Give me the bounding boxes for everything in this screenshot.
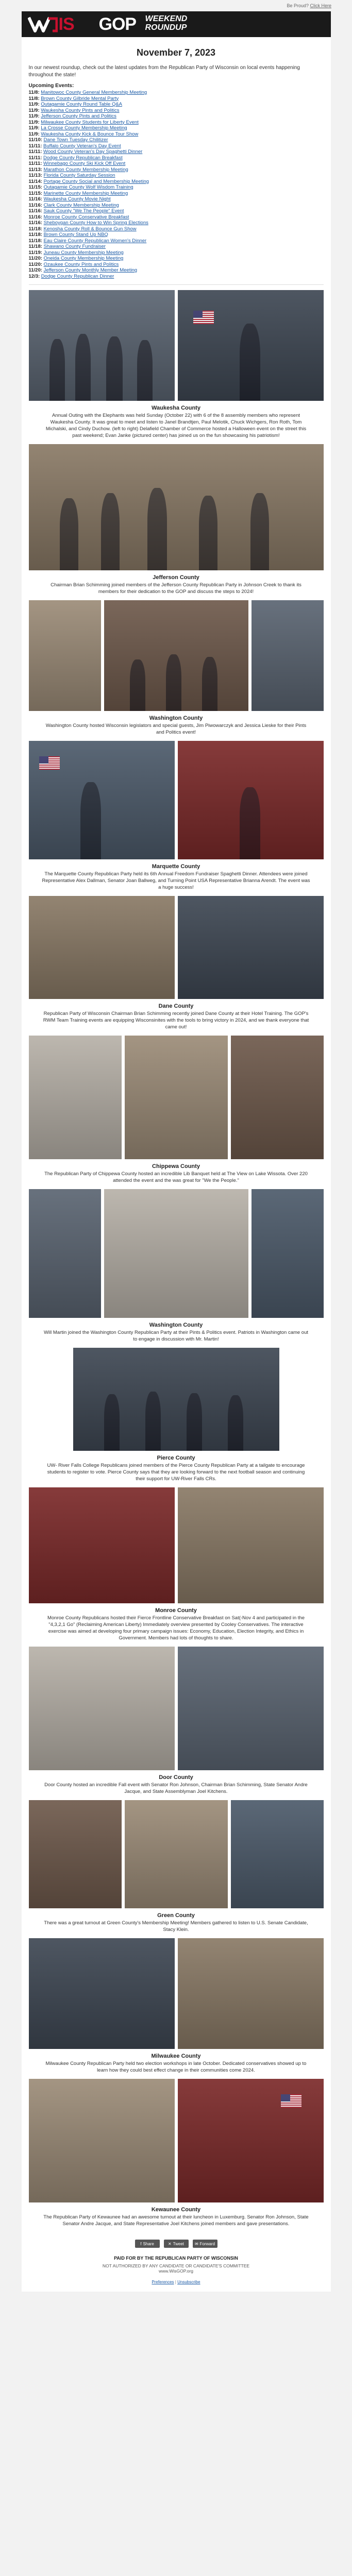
event-photo xyxy=(252,1189,324,1318)
photo-row xyxy=(22,1647,331,1770)
event-photo xyxy=(29,1189,101,1318)
event-link[interactable]: Waukesha County Kick & Bounce Tour Show xyxy=(41,131,139,137)
event-link[interactable]: Florida County Saturday Session xyxy=(43,173,115,178)
event-photo xyxy=(29,1647,175,1770)
event-date: 11/11: xyxy=(28,149,42,155)
event-date: 11/16: xyxy=(28,202,42,208)
event-item xyxy=(29,155,324,161)
event-link[interactable]: Dodge County Republican Breakfast xyxy=(43,155,123,161)
top-note-text: Be Proud? xyxy=(287,3,309,8)
event-link[interactable]: Clark County Membership Meeting xyxy=(43,202,119,208)
event-photo xyxy=(178,1938,324,2049)
upcoming-events-list xyxy=(22,90,331,279)
photo-row xyxy=(22,1800,331,1908)
share-button[interactable] xyxy=(135,2240,160,2248)
event-date: 11/11: xyxy=(28,143,42,149)
event-date: 11/18: xyxy=(28,226,42,232)
upcoming-events-title: Upcoming Events: xyxy=(28,83,74,89)
event-photo xyxy=(29,2079,175,2202)
event-date: 11/16: xyxy=(28,208,42,214)
event-item xyxy=(29,220,324,226)
event-date: 11/15: xyxy=(28,190,42,196)
section-text: Republican Party of Wisconsin Chairman Brian Schimming recently joined Dane County at their Hotel Training. The GOP's RWM Team Training events are equipping Wisconsinites with the tools to bring victory in 2024, and we thank everyone that came out! xyxy=(43,1011,309,1030)
event-item xyxy=(29,143,324,149)
section-text: Door County hosted an incredible Fall event with Senator Ron Johnson, Chairman Brian Schimming, State Senator Andre Jacque, and State Assemblyman Joel Kitchens. xyxy=(44,1782,308,1794)
event-link[interactable]: Kenosha County Roll & Bounce Gun Show xyxy=(43,226,137,232)
section-text: Washington County hosted Wisconsin legislators and special guests, Jim Piwowarczyk and Jessica Lieske for their Pints and Politics event! xyxy=(45,723,307,735)
event-date: 11/10: xyxy=(28,137,42,143)
event-link[interactable]: Manitowoc County General Membership Meeting xyxy=(41,90,147,95)
event-link[interactable]: Buffalo County Veteran's Day Event xyxy=(43,143,121,149)
event-item xyxy=(29,184,324,191)
event-item xyxy=(29,226,324,232)
event-date: 11/13: xyxy=(28,166,42,173)
event-date: 11/8: xyxy=(28,95,40,101)
event-date: 11/9: xyxy=(28,107,40,113)
intro-text: In our newest roundup, check out the latest updates from the Republican Party of Wisconsin on local events happening throughout the state! xyxy=(28,65,300,78)
event-link[interactable]: Eau Claire County Republican Women's Dinner xyxy=(43,238,147,244)
event-photo xyxy=(29,741,175,859)
event-photo xyxy=(29,444,324,570)
section-text: The Republican Party of Chippewa County hosted an incredible Lib Banquet held at The View on Lake Wissota. Over 220 attended the event and the was great for "We the People." xyxy=(44,1171,308,1183)
event-item xyxy=(29,214,324,221)
event-item xyxy=(29,256,324,262)
section-title: Green County xyxy=(157,1912,195,1919)
section-text: Chairman Brian Schimming joined members of the Jefferson County Republican Party in Johnson Creek to thank its members for their dedication to the GOP and discuss the steps to 2024! xyxy=(51,582,301,595)
event-link[interactable]: Wood County Veteran's Day Spaghetti Dinner xyxy=(43,149,143,155)
paid-for-notice: PAID FOR BY THE REPUBLICAN PARTY OF WISCONSIN xyxy=(114,2256,238,2261)
event-link[interactable]: Brown County Stand Up NBQ xyxy=(43,232,108,238)
brand-gop: GOP xyxy=(98,14,137,34)
photo-row xyxy=(22,600,331,711)
event-link[interactable]: Oneida County Membership Meeting xyxy=(43,256,124,261)
photo-row xyxy=(22,741,331,859)
event-photo xyxy=(29,896,175,999)
section-text: There was a great turnout at Green County's Membership Meeting! Members gathered to listen to U.S. Senate Candidate, Stacy Klein. xyxy=(44,1920,308,1933)
event-date: 11/18: xyxy=(28,244,42,249)
photo-row xyxy=(22,1348,331,1451)
tweet-icon: ✕ xyxy=(167,2241,172,2246)
event-item xyxy=(29,202,324,209)
event-photo xyxy=(178,1647,324,1770)
section-title: Monroe County xyxy=(155,1607,197,1614)
event-item xyxy=(29,274,324,280)
brand-roundup: ROUNDUP xyxy=(145,23,187,32)
share-label: Share xyxy=(143,2241,154,2246)
event-link[interactable]: Marathon County Membership Meeting xyxy=(43,166,128,173)
event-photo xyxy=(178,741,324,859)
newsletter-date: November 7, 2023 xyxy=(136,47,216,58)
section-text: Milwaukee County Republican Party held two election workshops in late October. Dedicated conservatives showed up to learn how they could best effect change in their communities come 2024. xyxy=(45,2061,307,2073)
event-item xyxy=(29,262,324,268)
event-link[interactable]: Dodge County Republican Dinner xyxy=(41,273,114,279)
event-photo xyxy=(104,600,248,711)
section-title: Kewaunee County xyxy=(151,2207,201,2213)
event-date: 11/16: xyxy=(28,196,42,202)
event-date: 11/15: xyxy=(28,184,42,190)
not-authorized-text: NOT AUTHORIZED BY ANY CANDIDATE OR CANDIDATE'S COMMITTEE xyxy=(102,2263,250,2268)
photo-row xyxy=(22,2079,331,2202)
event-link[interactable]: Dane Town Tuesday Chilitizer xyxy=(43,137,108,143)
section-title: Door County xyxy=(159,1774,193,1781)
event-date: 11/16: xyxy=(28,214,42,220)
website-text: www.WisGOP.org xyxy=(159,2268,193,2274)
section-title: Marquette County xyxy=(152,863,200,870)
event-item xyxy=(29,113,324,120)
event-photo xyxy=(29,1036,122,1159)
event-item xyxy=(29,120,324,126)
section-title: Pierce County xyxy=(157,1455,195,1461)
section-title: Jefferson County xyxy=(153,574,199,581)
event-photo xyxy=(178,1487,324,1603)
section-text: Monroe County Republicans hosted their Fierce Frontline Conservative Breakfast on Sat(-Nov 4 and participated in the "4,3,2,1 Go" (Reclaiming American Liberty) Immediately overview presented by Cooley Conservatives. The interactive exercise was aimed at developing four primary campaign issues: Economy, Education, Election Integrity, and Ethics in Government. Members had lots of thoughts to share. xyxy=(47,1615,305,1641)
event-link[interactable]: Waukesha County Pints and Politics xyxy=(41,107,120,113)
section-title: Chippewa County xyxy=(152,1163,200,1170)
event-link[interactable]: Jefferson County Pints and Politics xyxy=(41,113,116,119)
event-photo xyxy=(178,896,324,999)
event-link[interactable]: Sauk County "We The People" Event xyxy=(43,208,124,214)
event-date: 11/9: xyxy=(28,113,40,119)
brand-weekend-roundup xyxy=(145,14,188,32)
event-photo xyxy=(29,1487,175,1603)
photo-row xyxy=(22,290,331,401)
preferences-link[interactable]: Preferences xyxy=(152,2280,174,2284)
event-item xyxy=(29,238,324,244)
event-item xyxy=(29,137,324,143)
event-photo xyxy=(104,1189,248,1318)
event-date: 12/3: xyxy=(28,273,40,279)
photo-row xyxy=(22,444,331,570)
event-link[interactable]: La Crosse County Membership Meeting xyxy=(41,125,127,131)
event-photo xyxy=(178,2079,324,2202)
event-link[interactable]: Sheboygan County How to Win Spring Elections xyxy=(43,220,148,226)
event-link[interactable]: Brown County Gilbride Mental Party xyxy=(41,95,119,101)
event-link[interactable]: Outagamie County Round Table Q&A xyxy=(41,101,123,107)
divider xyxy=(29,284,324,285)
photo-row xyxy=(22,1189,331,1318)
forward-label: Forward xyxy=(199,2241,215,2246)
event-photo xyxy=(29,1800,122,1908)
share-icon: f xyxy=(140,2241,142,2246)
section-text: The Republican Party of Kewaunee had an awesome turnout at their luncheon in Luxemburg. Senator Ron Johnson, State Senator Andre Jacque, and State Representative Joel Kitchens joined members and gave presentations. xyxy=(43,2214,309,2227)
event-item xyxy=(29,108,324,114)
event-link[interactable]: Ozaukee County Pints and Politics xyxy=(43,261,119,267)
event-item xyxy=(29,208,324,214)
event-date: 11/11: xyxy=(28,161,42,166)
event-item xyxy=(29,125,324,131)
event-item xyxy=(29,232,324,238)
event-photo xyxy=(29,600,101,711)
event-link[interactable]: Waukesha County Movie Night xyxy=(43,196,111,202)
top-note xyxy=(0,0,352,11)
event-date: 11/16: xyxy=(28,220,42,226)
section-title: Milwaukee County xyxy=(151,2053,201,2059)
event-date: 11/18: xyxy=(28,232,42,238)
not-authorized-notice xyxy=(22,2263,331,2277)
click-here-link[interactable]: Click Here xyxy=(310,3,331,8)
footer-links xyxy=(22,2277,331,2292)
event-item xyxy=(29,244,324,250)
event-date: 11/18: xyxy=(28,238,42,244)
event-item xyxy=(29,250,324,256)
event-photo xyxy=(178,290,324,401)
event-date: 11/14: xyxy=(28,178,42,184)
unsubscribe-link[interactable]: Unsubscribe xyxy=(177,2280,200,2284)
social-buttons xyxy=(22,2232,331,2253)
event-item xyxy=(29,101,324,108)
event-link[interactable]: Portage County Social and Membership Meeting xyxy=(43,178,149,184)
photo-row xyxy=(22,1036,331,1159)
event-date: 11/20: xyxy=(28,261,42,267)
event-date: 11/19: xyxy=(28,249,42,256)
event-link[interactable]: Outagamie County Wolf Wisdom Training xyxy=(43,184,133,190)
event-date: 11/9: xyxy=(28,125,40,131)
event-link[interactable]: Jefferson County Monthly Member Meeting xyxy=(43,267,138,273)
event-date: 11/9: xyxy=(28,119,40,125)
tweet-label: Tweet xyxy=(173,2241,185,2246)
event-date: 11/11: xyxy=(28,155,42,161)
section-title: Waukesha County xyxy=(152,405,200,411)
elephant-logo-icon xyxy=(28,15,58,33)
event-date: 11/9: xyxy=(28,101,40,107)
forward-button[interactable] xyxy=(193,2240,217,2248)
event-photo xyxy=(29,290,175,401)
event-photo xyxy=(252,600,324,711)
event-link[interactable]: Juneau County Membership Meeting xyxy=(43,249,124,256)
event-item xyxy=(29,173,324,179)
event-date: 11/9: xyxy=(28,131,40,137)
event-photo xyxy=(125,1800,228,1908)
event-photo xyxy=(231,1036,324,1159)
photo-row xyxy=(22,1487,331,1603)
event-link[interactable]: Shawano County Fundraiser xyxy=(43,244,106,249)
email-container xyxy=(22,11,331,2292)
event-item xyxy=(29,167,324,173)
event-date: 11/8: xyxy=(28,90,40,95)
event-item xyxy=(29,96,324,102)
event-item xyxy=(29,267,324,274)
event-link[interactable]: Winnebago County Ski Kick Off Event xyxy=(43,161,126,166)
photo-row xyxy=(22,896,331,999)
event-date: 11/13: xyxy=(28,173,42,178)
section-title: Dane County xyxy=(158,1003,194,1009)
section-text: The Marquette County Republican Party held its 6th Annual Freedom Fundraiser Spaghetti Dinner. Attendees were joined Representative Alex Dallman, Senator Joan Ballweg, and Turning Point USA Representative Brianna Arendt. The event was a huge success! xyxy=(42,871,310,890)
tweet-button[interactable] xyxy=(164,2240,189,2248)
section-text: Annual Outing with the Elephants was held Sunday (October 22) with 6 of the 8 assembly members who represent Waukesha County. It was great to meet and listen to Janel Brandtjen, Paul Melotik, Chuck Wichgers, Ron Roth, Tom Michalski, and Cindy Duchow. (left to right) Delafield Chamber of Commerce hosted a Halloween event on the street this past weekend; Evan Janke (pictured center) has joined us on the fun showcasing his patriotism! xyxy=(45,413,307,438)
event-item xyxy=(29,90,324,96)
event-date: 11/20: xyxy=(28,267,42,273)
photo-row xyxy=(22,1938,331,2049)
event-item xyxy=(29,191,324,197)
section-title: Washington County xyxy=(149,1322,203,1328)
event-item xyxy=(29,179,324,185)
forward-icon: ✉ xyxy=(194,2241,198,2246)
event-link[interactable]: Monroe County Conservative Breakfast xyxy=(43,214,129,220)
brand-wis: IS xyxy=(58,14,74,34)
header-banner xyxy=(22,11,331,37)
event-photo xyxy=(73,1348,279,1451)
section-text: Will Martin joined the Washington County Republican Party at their Pints & Politics event. Patriots in Washington came out to engage in discussion with Mr. Martin! xyxy=(43,1330,309,1342)
event-item xyxy=(29,149,324,155)
section-text: UW- River Falls College Republicans joined members of the Pierce County Republican Party at a tailgate to encourage students to register to vote. Pierce County says that they are looking forward to the next football season and continuing their support for UW-River Falls CRs. xyxy=(47,1463,305,1482)
event-link[interactable]: Milwaukee County Students for Liberty Event xyxy=(41,119,139,125)
event-item xyxy=(29,131,324,138)
event-item xyxy=(29,161,324,167)
event-date: 11/20: xyxy=(28,256,42,261)
section-title: Washington County xyxy=(149,715,203,721)
brand-weekend: WEEKEND xyxy=(145,14,188,23)
event-item xyxy=(29,196,324,202)
event-photo xyxy=(29,1938,175,2049)
link-separator: | xyxy=(175,2280,178,2284)
event-photo xyxy=(231,1800,324,1908)
event-photo xyxy=(125,1036,228,1159)
event-link[interactable]: Marinette County Membership Meeting xyxy=(43,190,128,196)
